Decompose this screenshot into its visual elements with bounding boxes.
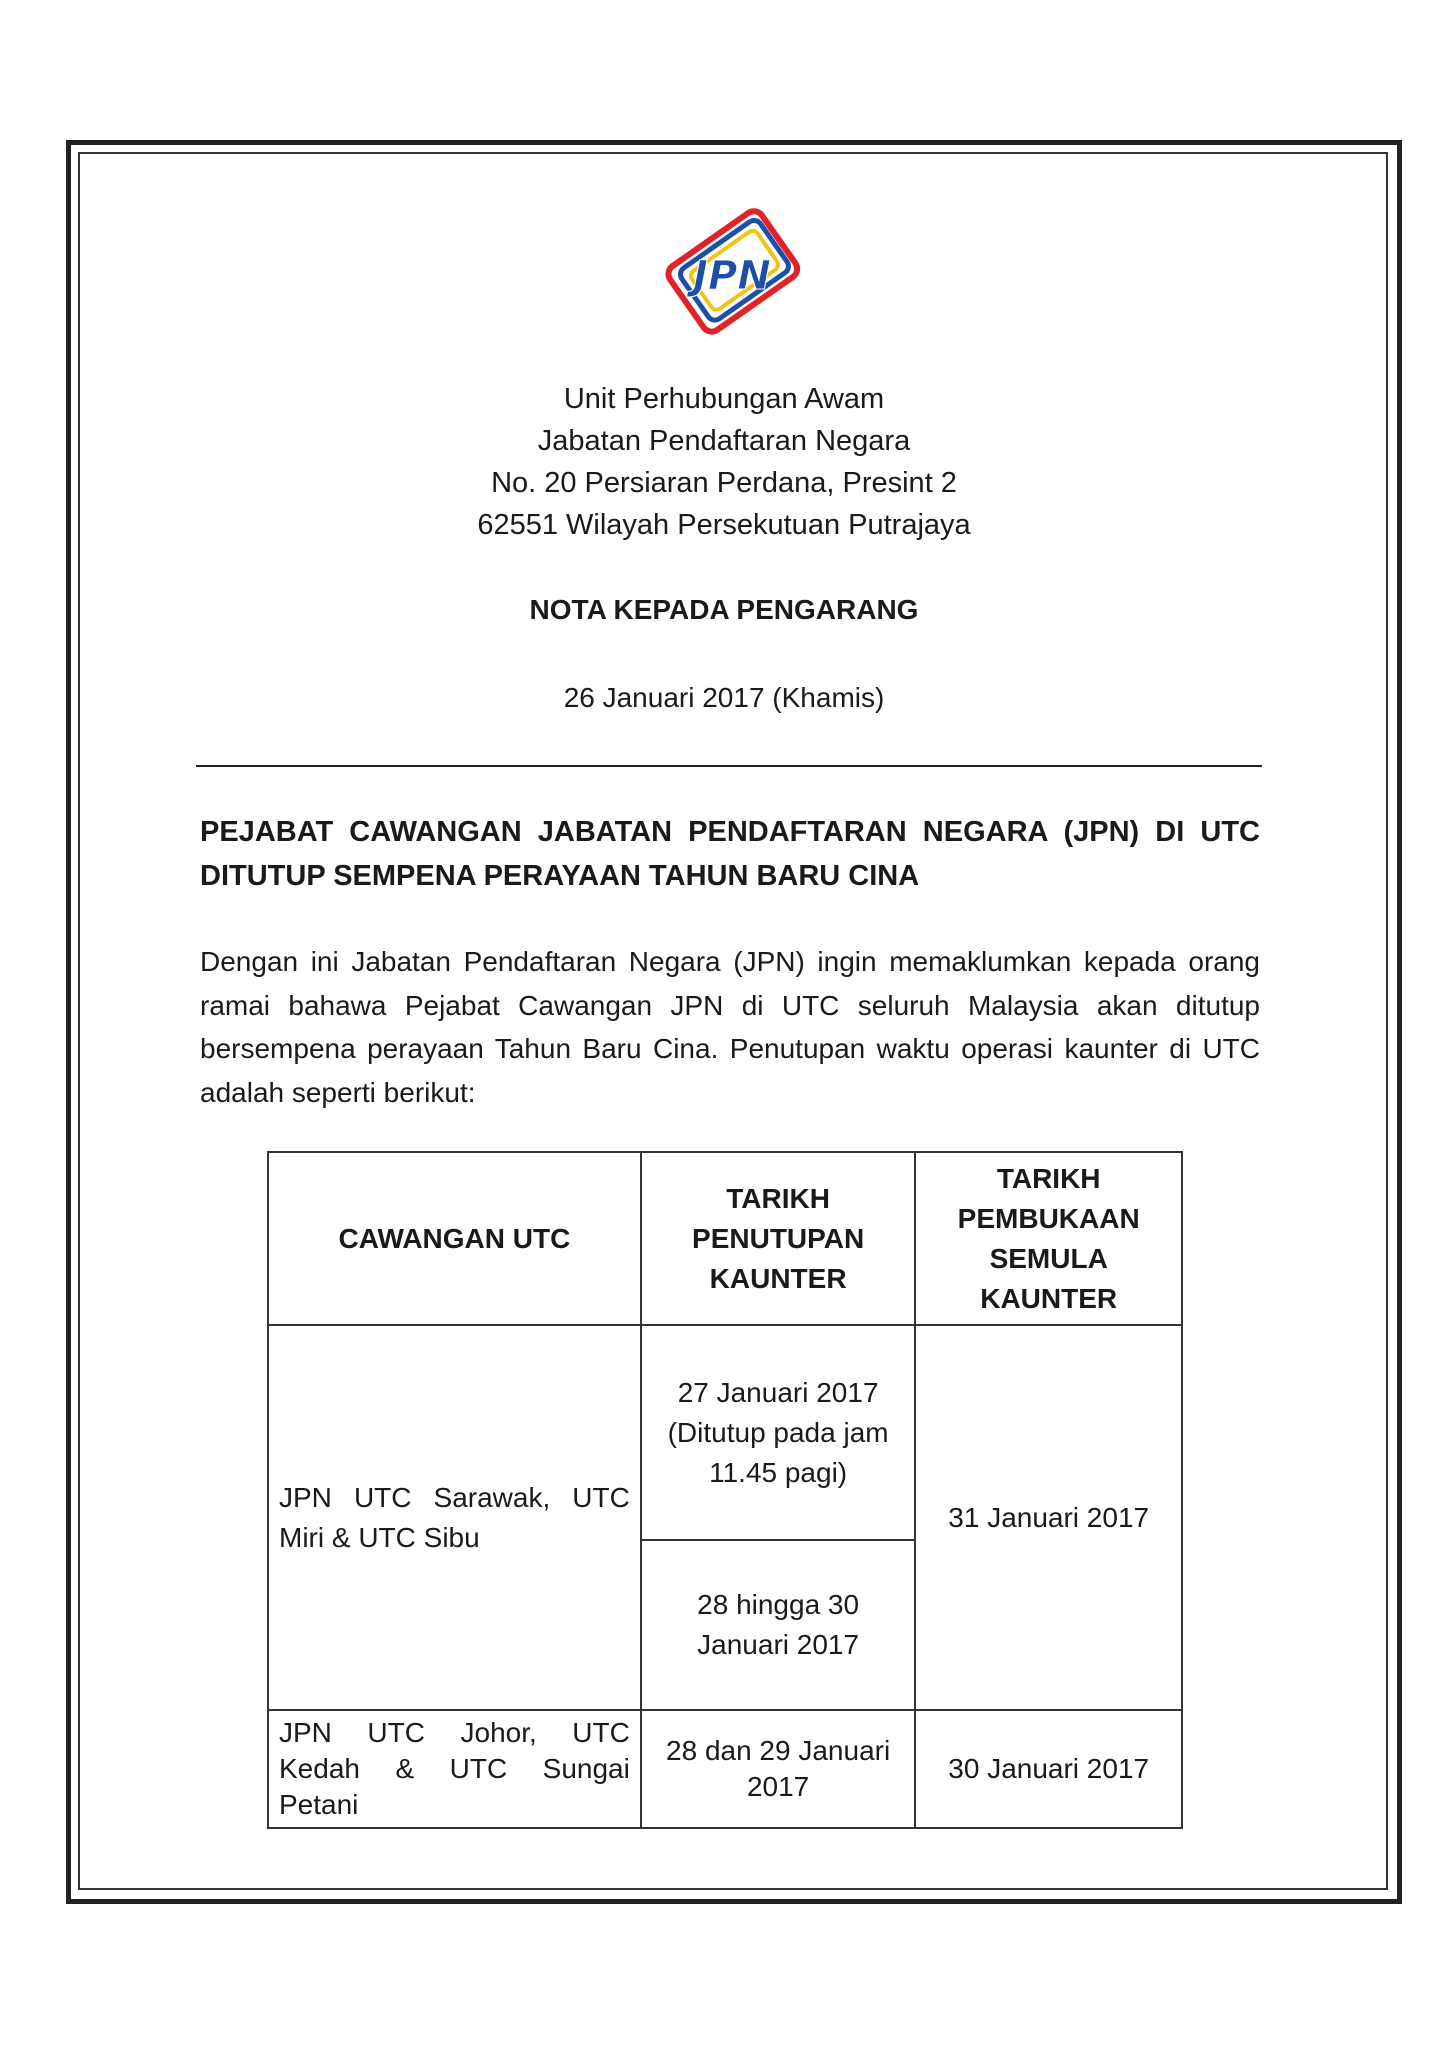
header-closing: TARIKH PENUTUPAN KAUNTER [641, 1152, 916, 1325]
closing-cell: 28 dan 29 Januari 2017 [641, 1710, 916, 1828]
headline: PEJABAT CAWANGAN JABATAN PENDAFTARAN NEGARA (JPN) DI UTC DITUTUP SEMPENA PERAYAAN TAHUN BARU CINA [200, 816, 1260, 892]
document-date: 26 Januari 2017 (Khamis) [563, 682, 885, 713]
reopening-cell: 31 Januari 2017 [915, 1325, 1182, 1710]
table-header-row [268, 1152, 1182, 1325]
closing-cell: 27 Januari 2017 (Ditutup pada jam 11.45 pagi) [641, 1325, 916, 1540]
nota-heading: NOTA KEPADA PENGARANG [529, 594, 919, 625]
branch-cell: JPN UTC Johor, UTC Kedah & UTC Sungai Petani [268, 1710, 641, 1828]
reopening-cell: 30 Januari 2017 [915, 1710, 1182, 1828]
address-line: Unit Perhubungan Awam [563, 383, 885, 415]
table-row [268, 1710, 1182, 1828]
address-block [0, 378, 1448, 546]
header-branch: CAWANGAN UTC [268, 1152, 641, 1325]
table-row [268, 1325, 1182, 1540]
divider [196, 765, 1262, 767]
jpn-logo [655, 205, 810, 340]
svg-text:JPN: JPN [693, 253, 771, 299]
address-line: Jabatan Pendaftaran Negara [537, 425, 911, 457]
address-line: 62551 Wilayah Persekutuan Putrajaya [477, 509, 971, 541]
branch-cell: JPN UTC Sarawak, UTC Miri & UTC Sibu [268, 1325, 641, 1710]
header-reopening: TARIKH PEMBUKAAN SEMULA KAUNTER [915, 1152, 1182, 1325]
closure-table [267, 1151, 1183, 1829]
closing-cell: 28 hingga 30 Januari 2017 [641, 1540, 916, 1710]
address-line: No. 20 Persiaran Perdana, Presint 2 [491, 467, 957, 499]
body-paragraph: Dengan ini Jabatan Pendaftaran Negara (JPN) ingin memaklumkan kepada orang ramai bahawa Pejabat Cawangan JPN di UTC seluruh Malaysia akan ditutup bersempena perayaan Tahun Baru Cina. Penutupan waktu operasi kaunter di UTC adalah seperti berikut: [200, 946, 1260, 1108]
